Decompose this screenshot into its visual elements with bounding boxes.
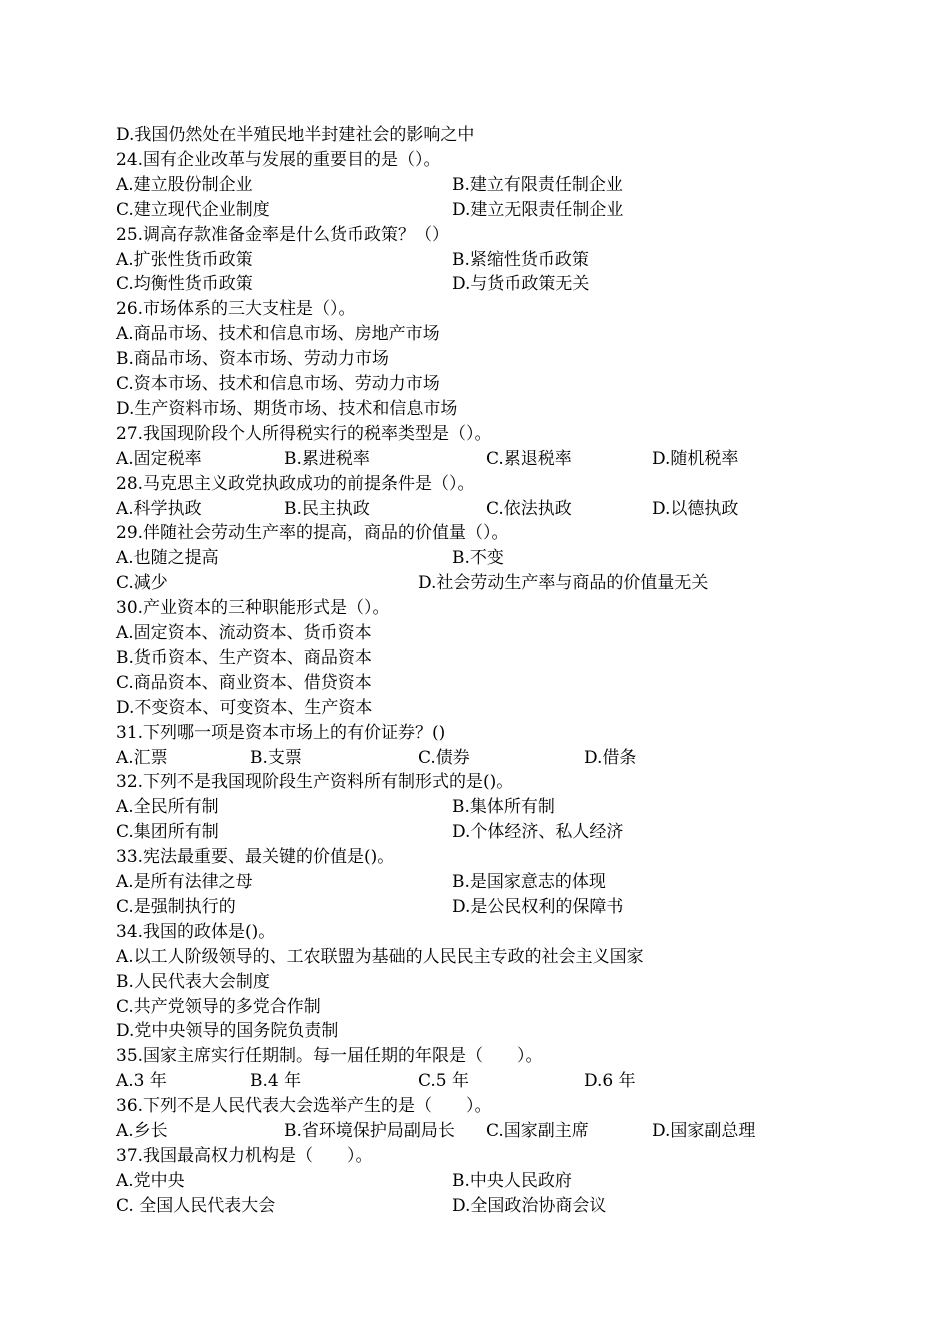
option-d: D.借条 bbox=[584, 747, 637, 768]
option-d: D.随机税率 bbox=[652, 448, 739, 469]
option-line: C.共产党领导的多党合作制 bbox=[116, 996, 321, 1017]
option-b: B.民主执政 bbox=[284, 498, 370, 519]
option-a: A.科学执政 bbox=[116, 498, 202, 519]
option-b: B.4 年 bbox=[250, 1071, 302, 1092]
option-a: A.3 年 bbox=[116, 1071, 167, 1092]
option-b: B.累进税率 bbox=[284, 448, 370, 469]
option-a: C. 全国人民代表大会 bbox=[116, 1195, 276, 1216]
option-b: D.社会劳动生产率与商品的价值量无关 bbox=[418, 573, 709, 594]
option-line: B.商品市场、资本市场、劳动力市场 bbox=[116, 349, 389, 370]
question-line: 32.下列不是我国现阶段生产资料所有制形式的是()。 bbox=[116, 772, 514, 793]
question-line: 25.调高存款准备金率是什么货币政策？（） bbox=[116, 224, 450, 245]
option-b: B.省环境保护局副局长 bbox=[284, 1121, 455, 1141]
option-line: A.以工人阶级领导的、工农联盟为基础的人民民主专政的社会主义国家 bbox=[116, 946, 644, 967]
question-line: 35.国家主席实行任期制。每一届任期的年限是（ ）。 bbox=[116, 1046, 543, 1067]
option-line: B.货币资本、生产资本、商品资本 bbox=[116, 647, 372, 668]
option-a: C.集团所有制 bbox=[116, 822, 219, 843]
option-line: A.固定资本、流动资本、货币资本 bbox=[116, 623, 372, 643]
option-b: B.中央人民政府 bbox=[452, 1170, 572, 1191]
question-line: 28.马克思主义政党执政成功的前提条件是（）。 bbox=[116, 473, 475, 494]
option-a: A.乡长 bbox=[116, 1121, 168, 1141]
option-a: A.扩张性货币政策 bbox=[116, 249, 253, 270]
option-b: D.建立无限责任制企业 bbox=[452, 199, 624, 220]
option-b: B.支票 bbox=[250, 747, 302, 768]
option-c: C.国家副主席 bbox=[486, 1121, 589, 1141]
question-line: 31.下列哪一项是资本市场上的有价证券？() bbox=[116, 722, 446, 743]
question-line: 29.伴随社会劳动生产率的提高，商品的价值量（）。 bbox=[116, 523, 509, 544]
question-line: 27.我国现阶段个人所得税实行的税率类型是（）。 bbox=[116, 423, 492, 444]
question-line: 26.市场体系的三大支柱是（）。 bbox=[116, 299, 356, 320]
question-line: 36.下列不是人民代表大会选举产生的是（ ）。 bbox=[116, 1096, 492, 1117]
option-b: D.是公民权利的保障书 bbox=[452, 896, 624, 917]
option-a: C.建立现代企业制度 bbox=[116, 199, 270, 220]
option-b: B.是国家意志的体现 bbox=[452, 872, 606, 892]
option-b: D.与货币政策无关 bbox=[452, 274, 590, 295]
option-a: A.党中央 bbox=[116, 1170, 185, 1191]
option-c: C.5 年 bbox=[418, 1071, 470, 1092]
option-a: A.也随之提高 bbox=[116, 548, 219, 569]
question-line: 34.我国的政体是()。 bbox=[116, 921, 276, 942]
question-line: 33.宪法最重要、最关键的价值是()。 bbox=[116, 847, 395, 868]
option-b: D.全国政治协商会议 bbox=[452, 1195, 607, 1216]
option-a: C.均衡性货币政策 bbox=[116, 274, 253, 295]
option-b: B.不变 bbox=[452, 548, 504, 569]
option-a: A.是所有法律之母 bbox=[116, 872, 253, 892]
option-d: D.国家副总理 bbox=[652, 1121, 756, 1141]
option-line: A.商品市场、技术和信息市场、房地产市场 bbox=[116, 324, 440, 345]
option-b: B.紧缩性货币政策 bbox=[452, 249, 589, 270]
option-line: D.我国仍然处在半殖民地半封建社会的影响之中 bbox=[116, 125, 475, 145]
option-line: B.人民代表大会制度 bbox=[116, 971, 270, 992]
option-a: C.是强制执行的 bbox=[116, 896, 236, 917]
option-line: C.商品资本、商业资本、借贷资本 bbox=[116, 672, 372, 693]
option-line: D.生产资料市场、期货市场、技术和信息市场 bbox=[116, 398, 458, 419]
option-c: C.债券 bbox=[418, 747, 470, 768]
option-line: D.党中央领导的国务院负责制 bbox=[116, 1021, 339, 1042]
option-c: C.依法执政 bbox=[486, 498, 572, 519]
option-d: D.6 年 bbox=[584, 1071, 636, 1092]
question-line: 24.国有企业改革与发展的重要目的是（）。 bbox=[116, 149, 441, 170]
option-line: C.资本市场、技术和信息市场、劳动力市场 bbox=[116, 374, 440, 394]
question-line: 37.我国最高权力机构是（ ）。 bbox=[116, 1145, 373, 1166]
option-a: A.全民所有制 bbox=[116, 797, 219, 818]
option-c: C.累退税率 bbox=[486, 448, 572, 469]
option-line: D.不变资本、可变资本、生产资本 bbox=[116, 697, 373, 718]
option-a: C.减少 bbox=[116, 573, 168, 594]
option-b: B.集体所有制 bbox=[452, 797, 555, 818]
option-a: A.汇票 bbox=[116, 747, 168, 768]
question-line: 30.产业资本的三种职能形式是（）。 bbox=[116, 598, 390, 619]
option-b: B.建立有限责任制企业 bbox=[452, 174, 623, 195]
option-d: D.以德执政 bbox=[652, 498, 739, 519]
option-a: A.建立股份制企业 bbox=[116, 174, 253, 195]
option-a: A.固定税率 bbox=[116, 448, 202, 469]
option-b: D.个体经济、私人经济 bbox=[452, 822, 624, 843]
